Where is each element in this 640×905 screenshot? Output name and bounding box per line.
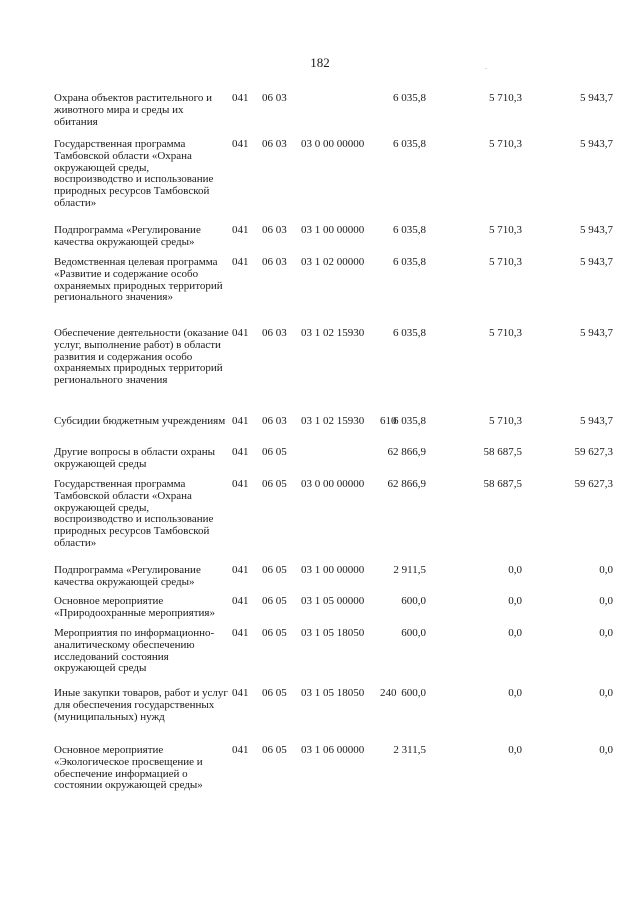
row-amount-year3: 5 943,7 [580, 224, 613, 236]
row-name: Другие вопросы в области охраны окружающей среды [54, 446, 216, 470]
row-name: Иные закупки товаров, работ и услуг для обеспечения государственных (муниципальных) нужд [54, 687, 228, 723]
row-amount-year3: 5 943,7 [580, 256, 613, 268]
row-target-code: 03 1 00 00000 [301, 564, 365, 576]
row-ved: 041 [232, 446, 249, 458]
row-target-code: 03 1 00 00000 [301, 224, 365, 236]
row-expense-type: 240 [380, 687, 397, 699]
row-expense-type: 610 [380, 415, 397, 427]
page-number: 182 [310, 55, 330, 70]
scan-dot: . [485, 62, 487, 71]
row-amount-year1: 6 035,8 [393, 415, 426, 427]
row-section: 06 03 [262, 327, 287, 339]
row-section: 06 05 [262, 627, 287, 639]
row-amount-year1: 2 911,5 [393, 564, 426, 576]
row-target-code: 03 1 05 00000 [301, 595, 365, 607]
row-amount-year3: 0,0 [599, 595, 613, 607]
row-amount-year2: 5 710,3 [489, 224, 522, 236]
row-amount-year3: 59 627,3 [574, 478, 613, 490]
row-amount-year3: 0,0 [599, 687, 613, 699]
row-name: Подпрограмма «Регулирование качества окружающей среды» [54, 564, 201, 588]
row-amount-year3: 0,0 [599, 627, 613, 639]
row-section: 06 03 [262, 224, 287, 236]
row-amount-year2: 5 710,3 [489, 415, 522, 427]
row-ved: 041 [232, 744, 249, 756]
row-target-code: 03 1 06 00000 [301, 744, 365, 756]
row-amount-year1: 600,0 [401, 687, 426, 699]
row-section: 06 05 [262, 446, 287, 458]
row-amount-year1: 6 035,8 [393, 256, 426, 268]
row-target-code: 03 1 02 00000 [301, 256, 365, 268]
row-ved: 041 [232, 224, 249, 236]
row-name: Государственная программа Тамбовской области «Охрана окружающей среды, воспроизводство и использование природных ресурсов Тамбовской области» [54, 138, 214, 209]
row-amount-year2: 5 710,3 [489, 92, 522, 104]
row-amount-year2: 0,0 [508, 564, 522, 576]
row-amount-year3: 0,0 [599, 744, 613, 756]
row-section: 06 03 [262, 415, 287, 427]
row-section: 06 05 [262, 687, 287, 699]
row-ved: 041 [232, 256, 249, 268]
row-amount-year2: 5 710,3 [489, 256, 522, 268]
row-section: 06 05 [262, 744, 287, 756]
row-ved: 041 [232, 564, 249, 576]
row-section: 06 05 [262, 478, 287, 490]
row-ved: 041 [232, 327, 249, 339]
row-amount-year2: 5 710,3 [489, 327, 522, 339]
row-amount-year2: 5 710,3 [489, 138, 522, 150]
row-ved: 041 [232, 478, 249, 490]
row-amount-year2: 58 687,5 [483, 478, 522, 490]
row-name: Охрана объектов растительного и животного мира и среды их обитания [54, 92, 212, 128]
row-ved: 041 [232, 415, 249, 427]
row-amount-year1: 62 866,9 [387, 446, 426, 458]
row-target-code: 03 0 00 00000 [301, 478, 365, 490]
row-name: Основное мероприятие «Экологическое просвещение и обеспечение информацией о состоянии окружающей среды» [54, 744, 203, 792]
row-amount-year3: 5 943,7 [580, 327, 613, 339]
row-target-code: 03 1 05 18050 [301, 687, 365, 699]
row-name: Мероприятия по информационно-аналитическому обеспечению исследований состояния окружающей среды [54, 627, 215, 675]
row-name: Основное мероприятие «Природоохранные мероприятия» [54, 595, 215, 619]
row-target-code: 03 1 05 18050 [301, 627, 365, 639]
row-ved: 041 [232, 92, 249, 104]
row-target-code: 03 1 02 15930 [301, 415, 365, 427]
row-section: 06 03 [262, 92, 287, 104]
row-name: Обеспечение деятельности (оказание услуг, выполнение работ) в области развития и содержания особо охраняемых природных территорий регионального значения [54, 327, 229, 387]
row-ved: 041 [232, 627, 249, 639]
row-amount-year3: 5 943,7 [580, 138, 613, 150]
row-section: 06 03 [262, 138, 287, 150]
row-name: Ведомственная целевая программа «Развитие и содержание особо охраняемых природных территорий регионального значения» [54, 256, 223, 304]
row-amount-year3: 0,0 [599, 564, 613, 576]
row-name: Подпрограмма «Регулирование качества окружающей среды» [54, 224, 201, 248]
row-amount-year1: 62 866,9 [387, 478, 426, 490]
row-amount-year2: 58 687,5 [483, 446, 522, 458]
row-amount-year3: 59 627,3 [574, 446, 613, 458]
row-amount-year3: 5 943,7 [580, 415, 613, 427]
row-amount-year2: 0,0 [508, 687, 522, 699]
row-amount-year1: 6 035,8 [393, 92, 426, 104]
row-ved: 041 [232, 687, 249, 699]
row-amount-year1: 2 311,5 [393, 744, 426, 756]
row-amount-year1: 6 035,8 [393, 327, 426, 339]
row-amount-year1: 6 035,8 [393, 138, 426, 150]
row-name: Государственная программа Тамбовской области «Охрана окружающей среды, воспроизводство и использование природных ресурсов Тамбовской области» [54, 478, 214, 549]
row-name: Субсидии бюджетным учреждениям [54, 415, 226, 427]
row-amount-year1: 6 035,8 [393, 224, 426, 236]
row-target-code: 03 1 02 15930 [301, 327, 365, 339]
row-target-code: 03 0 00 00000 [301, 138, 365, 150]
row-amount-year2: 0,0 [508, 627, 522, 639]
row-amount-year2: 0,0 [508, 744, 522, 756]
row-ved: 041 [232, 595, 249, 607]
row-ved: 041 [232, 138, 249, 150]
row-amount-year3: 5 943,7 [580, 92, 613, 104]
row-amount-year2: 0,0 [508, 595, 522, 607]
row-section: 06 03 [262, 256, 287, 268]
row-amount-year1: 600,0 [401, 595, 426, 607]
row-amount-year1: 600,0 [401, 627, 426, 639]
row-section: 06 05 [262, 595, 287, 607]
row-section: 06 05 [262, 564, 287, 576]
